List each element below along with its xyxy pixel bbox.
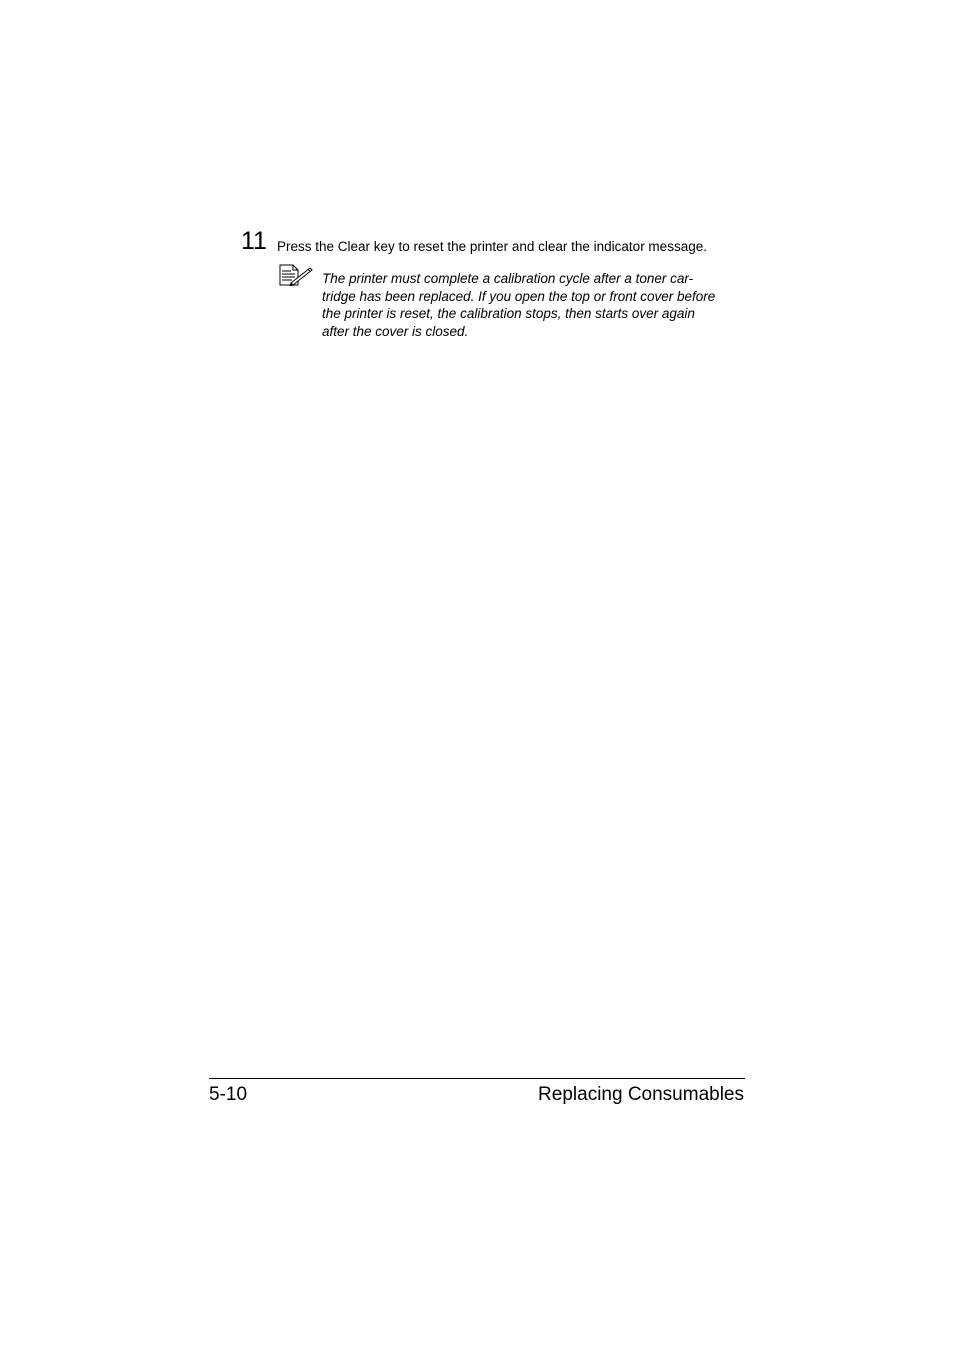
footer-divider [209, 1078, 745, 1079]
note-line: after the cover is closed. [322, 323, 469, 339]
note-line: The printer must complete a calibration cycle after a toner car- [322, 271, 694, 286]
note-text [322, 270, 752, 340]
page-number: 5-10 [209, 1084, 248, 1105]
note-line: the printer is reset, the calibration stops, then starts over again [322, 306, 695, 322]
note-line: tridge has been replaced. If you open the top or front cover before [322, 288, 716, 304]
section-title: Replacing Consumables [538, 1084, 744, 1105]
note-pencil-icon [279, 264, 313, 286]
step-instruction: Press the Clear key to reset the printer and clear the indicator message. [277, 239, 707, 254]
step-number: 11 [241, 227, 267, 255]
